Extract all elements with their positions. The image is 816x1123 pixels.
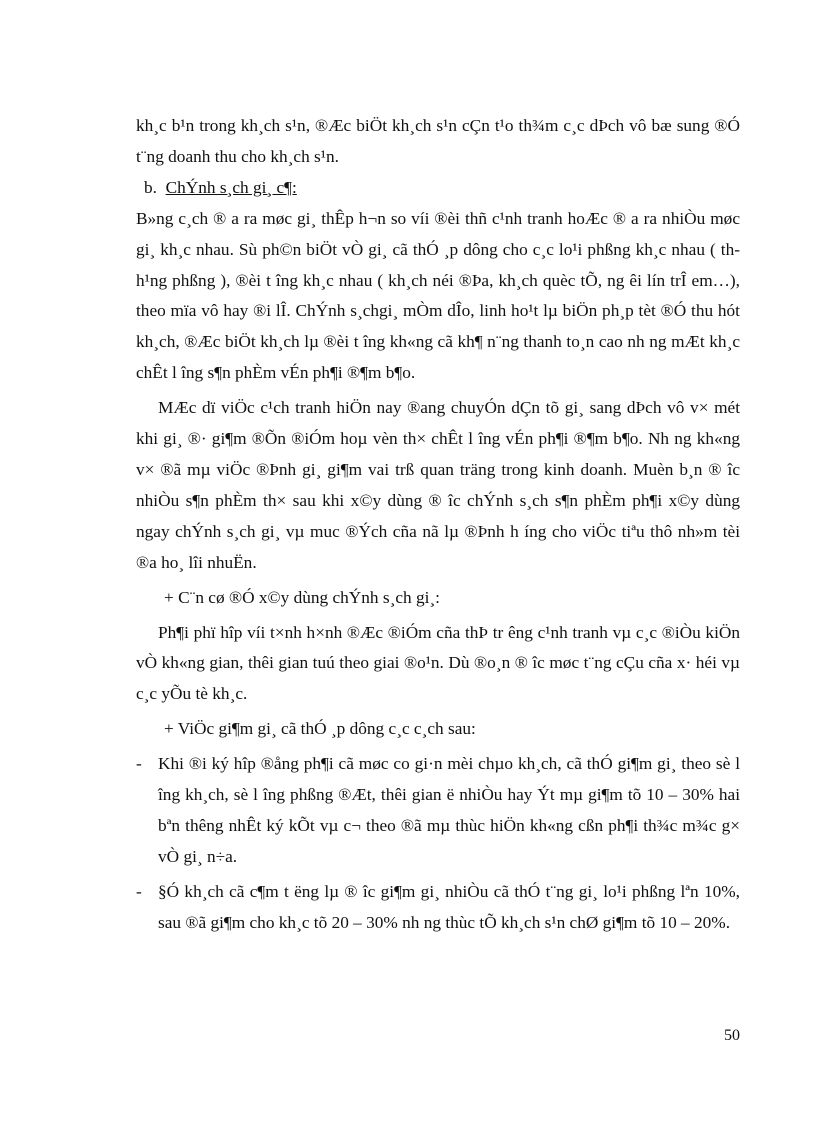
page-number: 50 [724,1027,740,1044]
body-paragraph: B»ng c¸ch ® a ra møc gi¸ thÊp h¬n so víi ®èi thñ c¹nh tranh hoÆc ® a ra nhiÒu møc gi¸ kh¸c nhau. Sù ph©n biÖt vÒ gi¸ cã thÓ ¸p dông cho c¸c lo¹i phßng kh¸c nhau ( th h¹ng phßng ), ®èi t îng kh¸c nhau ( kh¸ch néi ®Þa, kh¸ch quèc tÕ, ng êi lín trÎ em…), theo mïa vô hay ®i lÎ. ChÝnh s¸chgi¸ mÒm dÎo, linh ho¹t lµ biÖn ph¸p tèt ®Ó thu hót kh¸ch, ®Æc biÖt kh¸ch lµ ®èi t îng kh«ng cã kh¶ n¨ng thanh to¸n cao nh ng mÆt kh¸c chÊt l îng s¶n phÈm vÉn ph¶i ®¶m b¶o. [136,208,740,383]
section-marker: b. [144,177,157,197]
list-item [136,877,740,939]
dash-marker: - [136,881,142,901]
list-item-text: Khi ®i ký hîp ®ång ph¶i cã møc co gi·n mèi chµo kh¸ch, cã thÓ gi¶m gi¸ theo sè l îng kh¸ch, sè l îng phßng ®Æt, thêi gian ë nhiÒu hay Ýt mµ gi¶m tõ 10 – 30% hai bªn thêng nhÊt ký kÕt vµ c¬ theo ®ã mµ thùc hiÖn kh«ng cßn ph¶i th¾c m¾c g× vÒ gi¸ n÷a. [158,754,740,866]
plus-heading: + C¨n cø ®Ó x©y dùng chÝnh s¸ch gi¸: [164,587,440,607]
body-paragraph: MÆc dï viÖc c¹ch tranh hiÖn nay ®ang chuyÓn dÇn tõ gi¸ sang dÞch vô v× mét khi gi¸ ®· gi¶m ®Õn ®iÓm hoµ vèn th× chÊt l îng vÉn ph¶i ®¶m b¶o. Nh ng kh«ng v× ®ã mµ viÖc ®Þnh gi¸ gi¶m vai trß quan träng trong kinh doanh. Muèn b¸n ® îc nhiÒu s¶n phÈm th× sau khi x©y dùng ® îc chÝnh s¸ch s¶n phÈm ph¶i x©y dùng ngay chÝnh s¸ch gi¸ vµ muc ®Ých cña nã lµ ®Þnh h íng cho viÖc tiªu thô nh»m tèi ®a ho¸ lîi nhuËn. [136,398,740,572]
dash-marker: - [136,754,142,774]
plus-heading: + ViÖc gi¶m gi¸ cã thÓ ¸p dông c¸c c¸ch sau: [164,719,476,739]
list-item [136,749,740,873]
list-item-text: §Ó kh¸ch cã c¶m t ëng lµ ® îc gi¶m gi¸ nhiÒu cã thÓ t¨ng gi¸ lo¹i phßng lªn 10%, sau ®ã gi¶m cho kh¸c tõ 20 – 30% nh ng thùc tÕ kh¸ch s¹n chØ gi¶m tõ 10 – 20%. [158,881,740,932]
body-paragraph: kh¸c b¹n trong kh¸ch s¹n, ®Æc biÖt kh¸ch s¹n cÇn t¹o th¾m c¸c dÞch vô bæ sung ®Ó t¨ng doanh thu cho kh¸ch s¹n. [136,116,740,166]
page-body [136,111,740,939]
section-title: ChÝnh s¸ch gi¸ c¶: [165,177,297,197]
body-paragraph: Ph¶i phï hîp víi t×nh h×nh ®Æc ®iÓm cña thÞ tr êng c¹nh tranh vµ c¸c ®iÒu kiÖn vÒ kh«ng gian, thêi gian tuú theo giai ®o¹n. Dù ®o¸n ® îc møc t¨ng cÇu cña x· héi vµ c¸c yÕu tè kh¸c. [136,622,740,704]
section-heading [136,173,740,204]
